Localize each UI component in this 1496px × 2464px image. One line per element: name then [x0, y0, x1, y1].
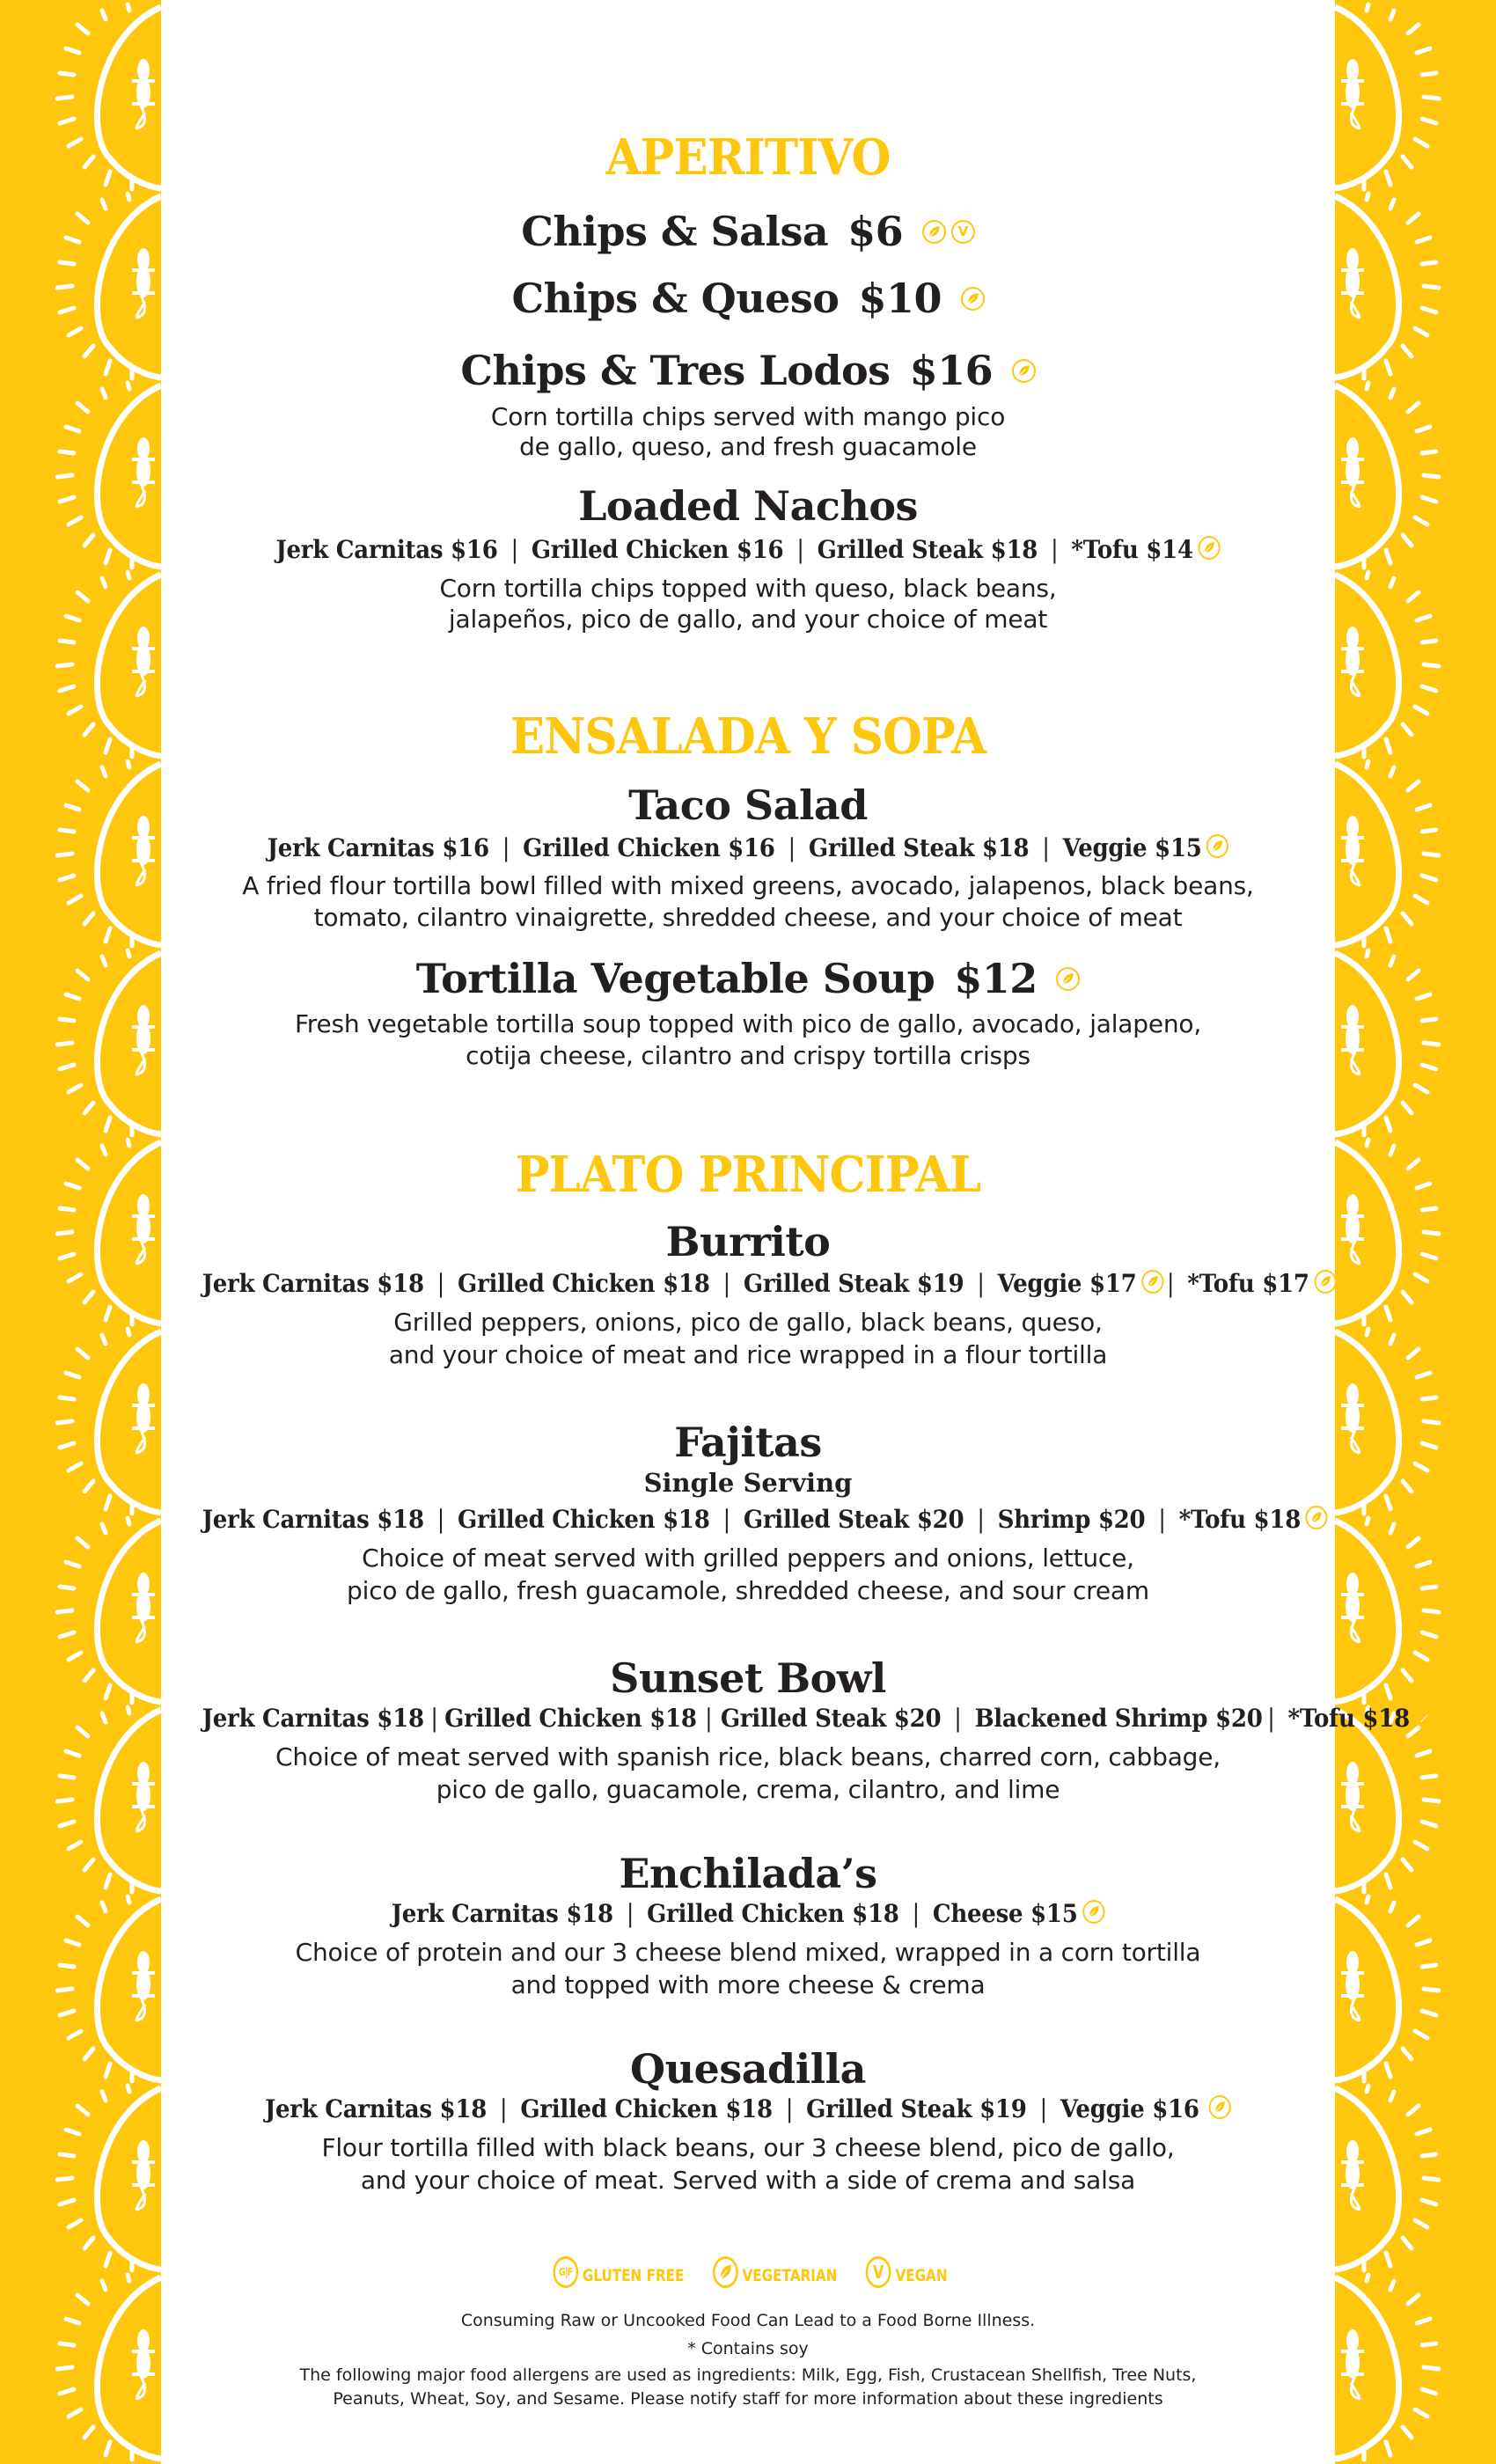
option: Grilled Chicken $18	[458, 1505, 710, 1534]
option: Grilled Chicken $16	[523, 833, 775, 862]
item-description-line: Corn tortilla chips served with mango pico	[490, 402, 1006, 431]
option: Jerk Carnitas $18	[202, 1704, 424, 1733]
item-name: Tortilla Vegetable Soup	[415, 955, 935, 1002]
item-description-line: Choice of protein and our 3 cheese blend mixed, wrapped in a corn tortilla	[295, 1938, 1201, 1967]
option: Veggie $17	[997, 1269, 1137, 1298]
menu-item-taco-salad: Taco Salad	[628, 781, 868, 829]
item-price: $16	[909, 347, 994, 394]
item-options: Jerk Carnitas $18 | Grilled Chicken $18 | Grilled Steak $19 | Veggie $17 | *Tofu $17	[202, 1269, 1294, 1298]
vegetarian-leaf-icon	[1082, 1900, 1104, 1924]
item-options: Jerk Carnitas $18 | Grilled Chicken $18 | Grilled Steak $20 | Blackened Shrimp $20 | *Tofu $18	[202, 1704, 1294, 1733]
vegetarian-leaf-icon	[1012, 359, 1036, 383]
menu-item-enchiladas: Enchilada’s	[619, 1850, 877, 1897]
item-description-line: tomato, cilantro vinaigrette, shredded cheese, and your choice of meat	[313, 903, 1183, 932]
soy-note: * Contains soy	[687, 2339, 809, 2358]
option: Jerk Carnitas $16	[267, 833, 489, 862]
option: Grilled Chicken $18	[647, 1899, 899, 1928]
item-options: Jerk Carnitas $16 | Grilled Chicken $16 | Grilled Steak $18 | *Tofu $14	[202, 535, 1294, 564]
vegetarian-leaf-icon	[961, 287, 985, 311]
option: Grilled Chicken $16	[531, 535, 784, 564]
item-description-line: de gallo, queso, and fresh guacamole	[519, 432, 977, 461]
item-name: Chips & Salsa	[521, 208, 829, 255]
item-price: $12	[954, 955, 1038, 1002]
menu-item-chips-queso	[161, 275, 1335, 322]
allergen-notice-line: Peanuts, Wheat, Soy, and Sesame. Please notify staff for more information about these ingredients	[333, 2389, 1163, 2409]
option: Jerk Carnitas $18	[391, 1899, 613, 1928]
vegetarian-leaf-icon	[1206, 834, 1228, 858]
option: Grilled Chicken $18	[444, 1704, 697, 1733]
option: Veggie $15	[1062, 833, 1202, 862]
vegan-v-icon: V	[951, 220, 975, 244]
option: Jerk Carnitas $16	[275, 535, 498, 564]
vegan-v-icon: V	[866, 2256, 891, 2288]
option: Jerk Carnitas $18	[202, 1269, 424, 1298]
menu-item-tortilla-vegetable-soup	[161, 955, 1335, 1002]
menu-item-chips-salsa	[161, 208, 1335, 255]
vegetarian-leaf-icon	[922, 220, 946, 244]
allergen-notice-line: The following major food allergens are used as ingredients: Milk, Egg, Fish, Crustacean Shellfish, Tree Nuts,	[299, 2365, 1197, 2385]
item-description-line: Fresh vegetable tortilla soup topped with pico de gallo, avocado, jalapeno,	[294, 1009, 1202, 1038]
gluten-free-icon: G|F	[553, 2256, 578, 2288]
item-description-line: pico de gallo, fresh guacamole, shredded cheese, and sour cream	[347, 1576, 1149, 1605]
option: Grilled Chicken $18	[458, 1269, 710, 1298]
vegetarian-leaf-icon	[1141, 1270, 1163, 1294]
item-description-line: cotija cheese, cilantro and crispy tortilla crisps	[466, 1041, 1030, 1070]
menu-item-sunset-bowl: Sunset Bowl	[610, 1654, 886, 1702]
item-options: Jerk Carnitas $16 | Grilled Chicken $16 | Grilled Steak $18 | Veggie $15	[202, 833, 1294, 862]
option: Grilled Chicken $18	[520, 2094, 773, 2123]
item-options: Jerk Carnitas $18 | Grilled Chicken $18 | Cheese $15	[202, 1899, 1294, 1928]
item-subtitle: Single Serving	[643, 1468, 853, 1498]
item-description-line: Grilled peppers, onions, pico de gallo, black beans, queso,	[393, 1308, 1103, 1337]
right-decorative-border	[1335, 0, 1496, 2464]
option: Jerk Carnitas $18	[202, 1505, 424, 1534]
option: *Tofu $14	[1071, 535, 1193, 564]
vegetarian-leaf-icon	[1209, 2095, 1231, 2119]
legend-vegetarian: VEGETARIAN	[708, 2260, 837, 2292]
sun-lizard-pattern-icon	[1335, 0, 1496, 2464]
menu-panel	[161, 0, 1410, 2464]
option: *Tofu $18	[1178, 1505, 1302, 1534]
vegetarian-leaf-icon	[1314, 1270, 1336, 1294]
option: Grilled Steak $19	[806, 2094, 1027, 2123]
option: Grilled Steak $18	[808, 833, 1030, 862]
item-description-line: A fried flour tortilla bowl filled with mixed greens, avocado, jalapenos, black beans,	[242, 871, 1254, 900]
menu-item-burrito: Burrito	[665, 1218, 831, 1265]
item-price: $6	[847, 208, 904, 255]
option: Jerk Carnitas $18	[264, 2094, 488, 2123]
vegetarian-leaf-icon	[1056, 967, 1080, 991]
item-description-line: Choice of meat served with grilled peppers and onions, lettuce,	[362, 1544, 1134, 1573]
item-description-line: pico de gallo, guacamole, crema, cilantro, and lime	[436, 1775, 1060, 1804]
vegetarian-leaf-icon	[1198, 536, 1220, 560]
option: Blackened Shrimp $20	[974, 1704, 1263, 1733]
option: Shrimp $20	[997, 1505, 1146, 1534]
section-title-ensalada-y-sopa: ENSALADA Y SOPA	[510, 708, 986, 766]
dietary-legend	[278, 2260, 1217, 2292]
item-description-line: and your choice of meat. Served with a side of crema and salsa	[360, 2166, 1136, 2195]
item-description-line: and topped with more cheese & crema	[510, 1970, 986, 1999]
sun-lizard-pattern-icon	[0, 0, 161, 2464]
option: *Tofu $17	[1187, 1269, 1309, 1298]
legend-gluten-free: G|F GLUTEN FREE	[548, 2260, 684, 2292]
option: Grilled Steak $18	[817, 535, 1038, 564]
item-description-line: and your choice of meat and rice wrapped in a flour tortilla	[388, 1340, 1108, 1369]
menu-item-fajitas: Fajitas	[674, 1419, 822, 1466]
option: *Tofu $18	[1287, 1704, 1410, 1733]
menu-item-chips-tres-lodos	[161, 347, 1335, 394]
item-description-line: jalapeños, pico de gallo, and your choice of meat	[448, 605, 1048, 634]
menu-item-loaded-nachos: Loaded Nachos	[578, 482, 918, 530]
left-decorative-border	[0, 0, 161, 2464]
option: Cheese $15	[932, 1899, 1078, 1928]
section-title-plato-principal: PLATO PRINCIPAL	[515, 1146, 981, 1204]
item-name: Chips & Queso	[511, 275, 840, 322]
vegetarian-leaf-icon	[1306, 1506, 1328, 1529]
item-options: Jerk Carnitas $18 | Grilled Chicken $18 | Grilled Steak $20 | Shrimp $20 | *Tofu $18	[202, 1505, 1294, 1534]
vegetarian-leaf-icon	[713, 2256, 738, 2288]
option: Veggie $16	[1060, 2094, 1199, 2123]
item-name: Chips & Tres Lodos	[460, 347, 891, 394]
option: Grilled Steak $20	[743, 1505, 964, 1534]
section-title-aperitivo: APERITIVO	[605, 128, 891, 187]
item-description-line: Choice of meat served with spanish rice, black beans, charred corn, cabbage,	[275, 1742, 1221, 1771]
item-options: Jerk Carnitas $18 | Grilled Chicken $18 | Grilled Steak $19 | Veggie $16	[202, 2094, 1294, 2123]
food-safety-warning: Consuming Raw or Uncooked Food Can Lead to a Food Borne Illness.	[460, 2311, 1036, 2330]
item-price: $10	[858, 275, 942, 322]
legend-vegan: V VEGAN	[862, 2260, 948, 2292]
option: Grilled Steak $20	[720, 1704, 942, 1733]
menu-item-quesadilla: Quesadilla	[630, 2045, 866, 2093]
option: Grilled Steak $19	[743, 1269, 964, 1298]
item-description-line: Corn tortilla chips topped with queso, black beans,	[439, 574, 1057, 603]
vegetarian-leaf-icon	[1414, 1705, 1436, 1728]
item-description-line: Flour tortilla filled with black beans, our 3 cheese blend, pico de gallo,	[321, 2133, 1175, 2162]
